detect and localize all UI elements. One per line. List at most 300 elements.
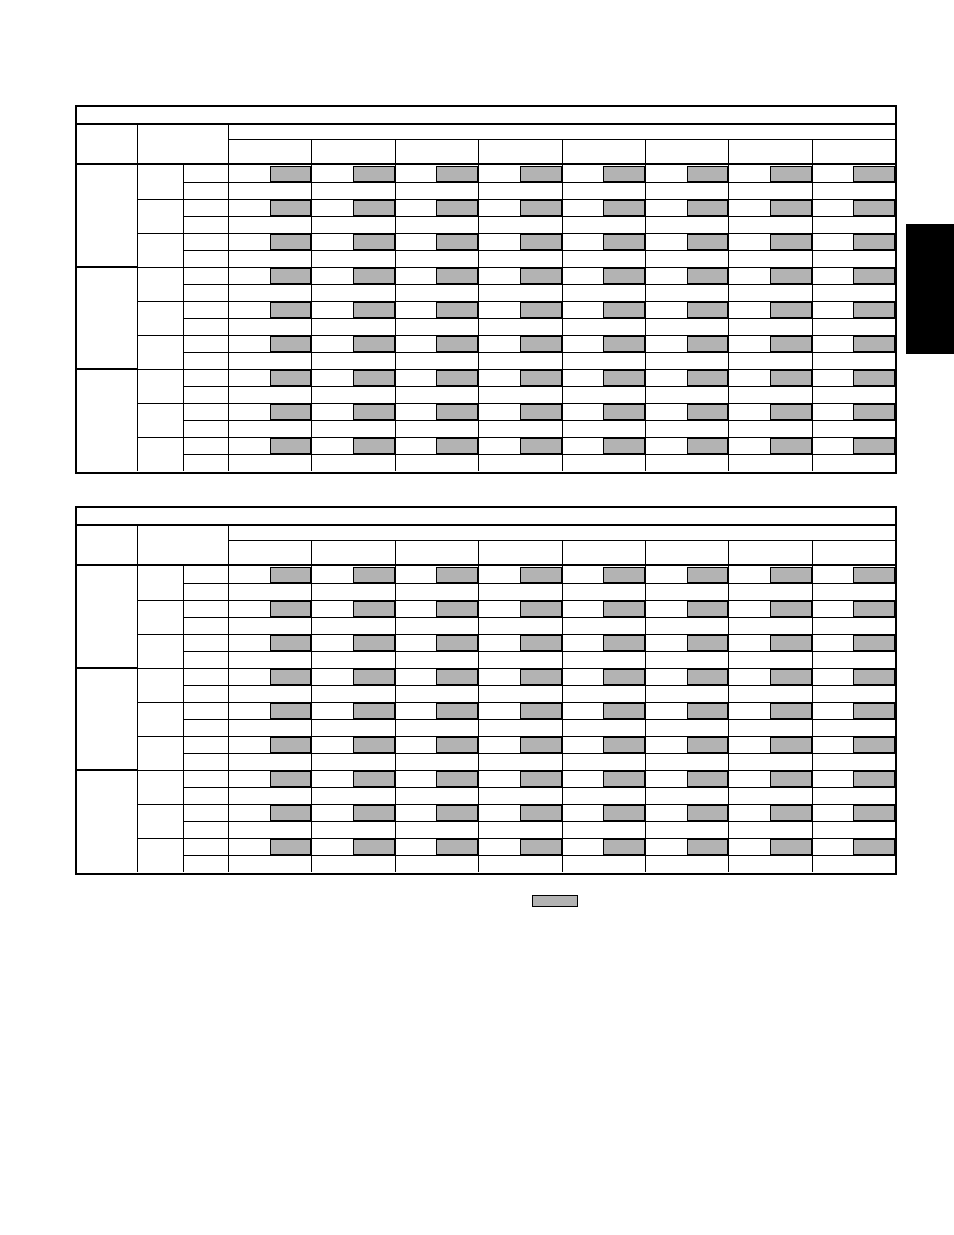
shaded-cell [270,601,312,617]
col-divider [228,123,229,471]
cell-divider [478,821,479,838]
cell-divider [812,702,813,719]
row-rule [183,318,895,319]
shaded-cell [853,771,895,787]
cell-divider [645,284,646,301]
group-rule [77,667,138,669]
cell-divider [562,719,563,736]
cell-divider [645,420,646,437]
cell-divider [645,233,646,250]
header-col-divider [812,540,813,565]
cell-divider [395,420,396,437]
shaded-cell [353,200,395,216]
shaded-cell [353,234,395,250]
cell-divider [478,685,479,702]
cell-divider [645,600,646,617]
cell-divider [478,804,479,821]
shaded-cell [687,404,729,420]
shaded-cell [770,234,812,250]
shaded-cell [353,268,395,284]
cell-divider [311,233,312,250]
cell-divider [562,335,563,352]
shaded-cell [520,268,562,284]
shaded-cell [603,771,645,787]
row-rule [183,284,895,285]
legend-shade-swatch [532,895,578,907]
cell-divider [562,420,563,437]
shaded-cell [436,805,478,821]
shaded-cell [687,669,729,685]
cell-divider [812,233,813,250]
shaded-cell [603,166,645,182]
cell-divider [562,437,563,454]
shaded-cell [853,635,895,651]
shaded-cell [353,336,395,352]
shaded-cell [353,669,395,685]
shaded-cell [853,703,895,719]
shaded-cell [770,567,812,583]
shaded-cell [603,336,645,352]
shaded-cell [353,703,395,719]
shaded-cell [770,635,812,651]
shaded-cell [853,567,895,583]
body-top-rule [77,163,895,165]
shaded-cell [436,635,478,651]
shaded-cell [770,805,812,821]
cell-divider [812,199,813,216]
shaded-cell [603,370,645,386]
shaded-cell [770,839,812,855]
cell-divider [478,386,479,403]
cell-divider [812,787,813,804]
header-col-divider [728,540,729,565]
cell-divider [395,454,396,471]
shaded-cell [687,200,729,216]
cell-divider [478,634,479,651]
shaded-cell [270,302,312,318]
data-table-1 [75,105,897,474]
cell-divider [728,583,729,600]
shaded-cell [436,200,478,216]
cell-divider [395,386,396,403]
shaded-cell [687,805,729,821]
cell-divider [478,165,479,182]
shaded-cell [687,166,729,182]
shaded-cell [353,839,395,855]
cell-divider [728,267,729,284]
cell-divider [395,318,396,335]
shaded-cell [270,737,312,753]
shaded-cell [853,669,895,685]
subgroup-rule [137,403,184,404]
shaded-cell [853,404,895,420]
shaded-cell [520,336,562,352]
header-col-divider [311,139,312,164]
cell-divider [812,165,813,182]
shaded-cell [853,737,895,753]
data-table-2 [75,506,897,875]
cell-divider [645,821,646,838]
cell-divider [395,804,396,821]
cell-divider [562,454,563,471]
shaded-cell [436,336,478,352]
cell-divider [645,301,646,318]
row-rule [183,250,895,251]
shaded-cell [603,805,645,821]
cell-divider [728,369,729,386]
cell-divider [562,199,563,216]
cell-divider [478,702,479,719]
cell-divider [395,702,396,719]
header-col-divider [562,139,563,164]
header-col-divider [645,139,646,164]
subgroup-rule [137,335,184,336]
shaded-cell [520,737,562,753]
cell-divider [728,600,729,617]
cell-divider [562,770,563,787]
group-rule [77,266,138,268]
cell-divider [311,651,312,668]
shaded-cell [270,234,312,250]
shaded-cell [603,635,645,651]
cell-divider [395,352,396,369]
cell-divider [478,352,479,369]
shaded-cell [687,370,729,386]
shaded-cell [270,268,312,284]
cell-divider [812,600,813,617]
body-top-rule [77,564,895,566]
shaded-cell [353,302,395,318]
shaded-cell [270,703,312,719]
cell-divider [562,804,563,821]
cell-divider [478,617,479,634]
cell-divider [478,753,479,770]
cell-divider [311,566,312,583]
cell-divider [311,216,312,233]
shaded-cell [853,268,895,284]
shaded-cell [603,268,645,284]
cell-divider [645,651,646,668]
cell-divider [728,634,729,651]
title-rule [77,123,895,125]
shaded-cell [603,669,645,685]
shaded-cell [853,805,895,821]
cell-divider [395,284,396,301]
cell-divider [395,369,396,386]
cell-divider [478,770,479,787]
cell-divider [728,233,729,250]
cell-divider [478,668,479,685]
shaded-cell [436,737,478,753]
shaded-cell [770,601,812,617]
subgroup-rule [137,199,184,200]
shaded-cell [687,438,729,454]
cell-divider [645,804,646,821]
cell-divider [645,617,646,634]
title-rule [77,524,895,526]
cell-divider [728,386,729,403]
subgroup-rule [137,702,184,703]
subgroup-rule [137,600,184,601]
cell-divider [812,250,813,267]
cell-divider [562,250,563,267]
cell-divider [395,651,396,668]
shaded-cell [603,200,645,216]
cell-divider [311,617,312,634]
row-rule [183,454,895,455]
cell-divider [562,267,563,284]
cell-divider [478,318,479,335]
shaded-cell [353,771,395,787]
shaded-cell [270,635,312,651]
header-col-divider [395,540,396,565]
shaded-cell [436,166,478,182]
cell-divider [728,753,729,770]
shaded-cell [853,166,895,182]
cell-divider [478,600,479,617]
row-rule [183,420,895,421]
group-rule [77,769,138,771]
shaded-cell [687,771,729,787]
row-rule [183,821,895,822]
cell-divider [395,634,396,651]
shaded-cell [353,370,395,386]
cell-divider [812,651,813,668]
cell-divider [311,719,312,736]
cell-divider [478,199,479,216]
cell-divider [311,454,312,471]
shaded-cell [520,200,562,216]
shaded-cell [603,703,645,719]
cell-divider [311,736,312,753]
shaded-cell [770,669,812,685]
cell-divider [311,770,312,787]
cell-divider [645,583,646,600]
cell-divider [728,403,729,420]
shaded-cell [603,302,645,318]
cell-divider [395,685,396,702]
cell-divider [728,284,729,301]
shaded-cell [270,370,312,386]
cell-divider [645,566,646,583]
cell-divider [562,821,563,838]
cell-divider [645,753,646,770]
shaded-cell [436,567,478,583]
cell-divider [645,454,646,471]
group-rule [77,368,138,370]
cell-divider [395,403,396,420]
cell-divider [311,267,312,284]
cell-divider [812,267,813,284]
shaded-cell [520,404,562,420]
shaded-cell [270,404,312,420]
cell-divider [395,617,396,634]
subgroup-rule [137,267,184,268]
cell-divider [728,566,729,583]
cell-divider [311,787,312,804]
cell-divider [395,668,396,685]
row-rule [183,685,895,686]
cell-divider [728,668,729,685]
shaded-cell [770,404,812,420]
cell-divider [395,719,396,736]
cell-divider [728,787,729,804]
shaded-cell [770,438,812,454]
header-col-divider [728,139,729,164]
shaded-cell [770,771,812,787]
shaded-cell [520,438,562,454]
shaded-cell [770,703,812,719]
shaded-cell [436,669,478,685]
shaded-cell [603,839,645,855]
shaded-cell [687,268,729,284]
cell-divider [395,770,396,787]
cell-divider [311,855,312,872]
shaded-cell [353,635,395,651]
cell-divider [478,182,479,199]
cell-divider [395,821,396,838]
cell-divider [395,855,396,872]
cell-divider [311,165,312,182]
shaded-cell [520,669,562,685]
cell-divider [645,318,646,335]
header-col-divider [645,540,646,565]
cell-divider [311,668,312,685]
cell-divider [311,702,312,719]
cell-divider [562,403,563,420]
shaded-cell [270,771,312,787]
cell-divider [812,821,813,838]
cell-divider [812,182,813,199]
cell-divider [311,420,312,437]
cell-divider [645,838,646,855]
cell-divider [645,736,646,753]
subgroup-rule [137,437,184,438]
shaded-cell [770,302,812,318]
shaded-cell [520,805,562,821]
subgroup-rule [137,736,184,737]
cell-divider [311,804,312,821]
shaded-cell [853,302,895,318]
cell-divider [311,369,312,386]
cell-divider [478,420,479,437]
shaded-cell [770,268,812,284]
shaded-cell [270,805,312,821]
cell-divider [562,386,563,403]
cell-divider [562,685,563,702]
header-col-divider [812,139,813,164]
cell-divider [395,233,396,250]
cell-divider [645,403,646,420]
cell-divider [311,685,312,702]
shaded-cell [520,166,562,182]
cell-divider [728,352,729,369]
cell-divider [311,583,312,600]
cell-divider [812,369,813,386]
shaded-cell [603,234,645,250]
shaded-cell [520,771,562,787]
cell-divider [395,267,396,284]
shaded-cell [687,234,729,250]
cell-divider [645,787,646,804]
cell-divider [395,583,396,600]
cell-divider [395,250,396,267]
cell-divider [645,182,646,199]
shaded-cell [353,805,395,821]
subgroup-rule [137,301,184,302]
cell-divider [562,617,563,634]
shaded-cell [436,438,478,454]
shaded-cell [853,839,895,855]
cell-divider [311,250,312,267]
cell-divider [562,233,563,250]
shaded-cell [603,438,645,454]
cell-divider [478,403,479,420]
shaded-cell [687,635,729,651]
cell-divider [562,787,563,804]
cell-divider [812,770,813,787]
cell-divider [812,736,813,753]
cell-divider [645,634,646,651]
cell-divider [478,335,479,352]
shaded-cell [270,200,312,216]
cell-divider [311,301,312,318]
row-rule [183,651,895,652]
shaded-cell [436,268,478,284]
shaded-cell [520,601,562,617]
cell-divider [478,250,479,267]
row-rule [183,719,895,720]
cell-divider [728,420,729,437]
cell-divider [478,284,479,301]
shaded-cell [853,438,895,454]
subgroup-rule [137,668,184,669]
shaded-cell [520,635,562,651]
shaded-cell [353,438,395,454]
cell-divider [645,267,646,284]
cell-divider [812,216,813,233]
subgroup-rule [137,804,184,805]
cell-divider [478,583,479,600]
shaded-cell [603,601,645,617]
shaded-cell [270,336,312,352]
cell-divider [311,403,312,420]
shaded-cell [353,166,395,182]
cell-divider [812,719,813,736]
cell-divider [478,267,479,284]
row-rule [183,386,895,387]
cell-divider [311,838,312,855]
cell-divider [812,420,813,437]
cell-divider [812,318,813,335]
shaded-cell [687,336,729,352]
cell-divider [562,216,563,233]
cell-divider [812,753,813,770]
cell-divider [562,165,563,182]
cell-divider [395,753,396,770]
cell-divider [812,284,813,301]
row-rule [183,617,895,618]
cell-divider [645,386,646,403]
cell-divider [645,216,646,233]
cell-divider [311,335,312,352]
shaded-cell [353,737,395,753]
cell-divider [562,318,563,335]
cell-divider [728,182,729,199]
shaded-cell [436,404,478,420]
cell-divider [311,318,312,335]
cell-divider [395,600,396,617]
